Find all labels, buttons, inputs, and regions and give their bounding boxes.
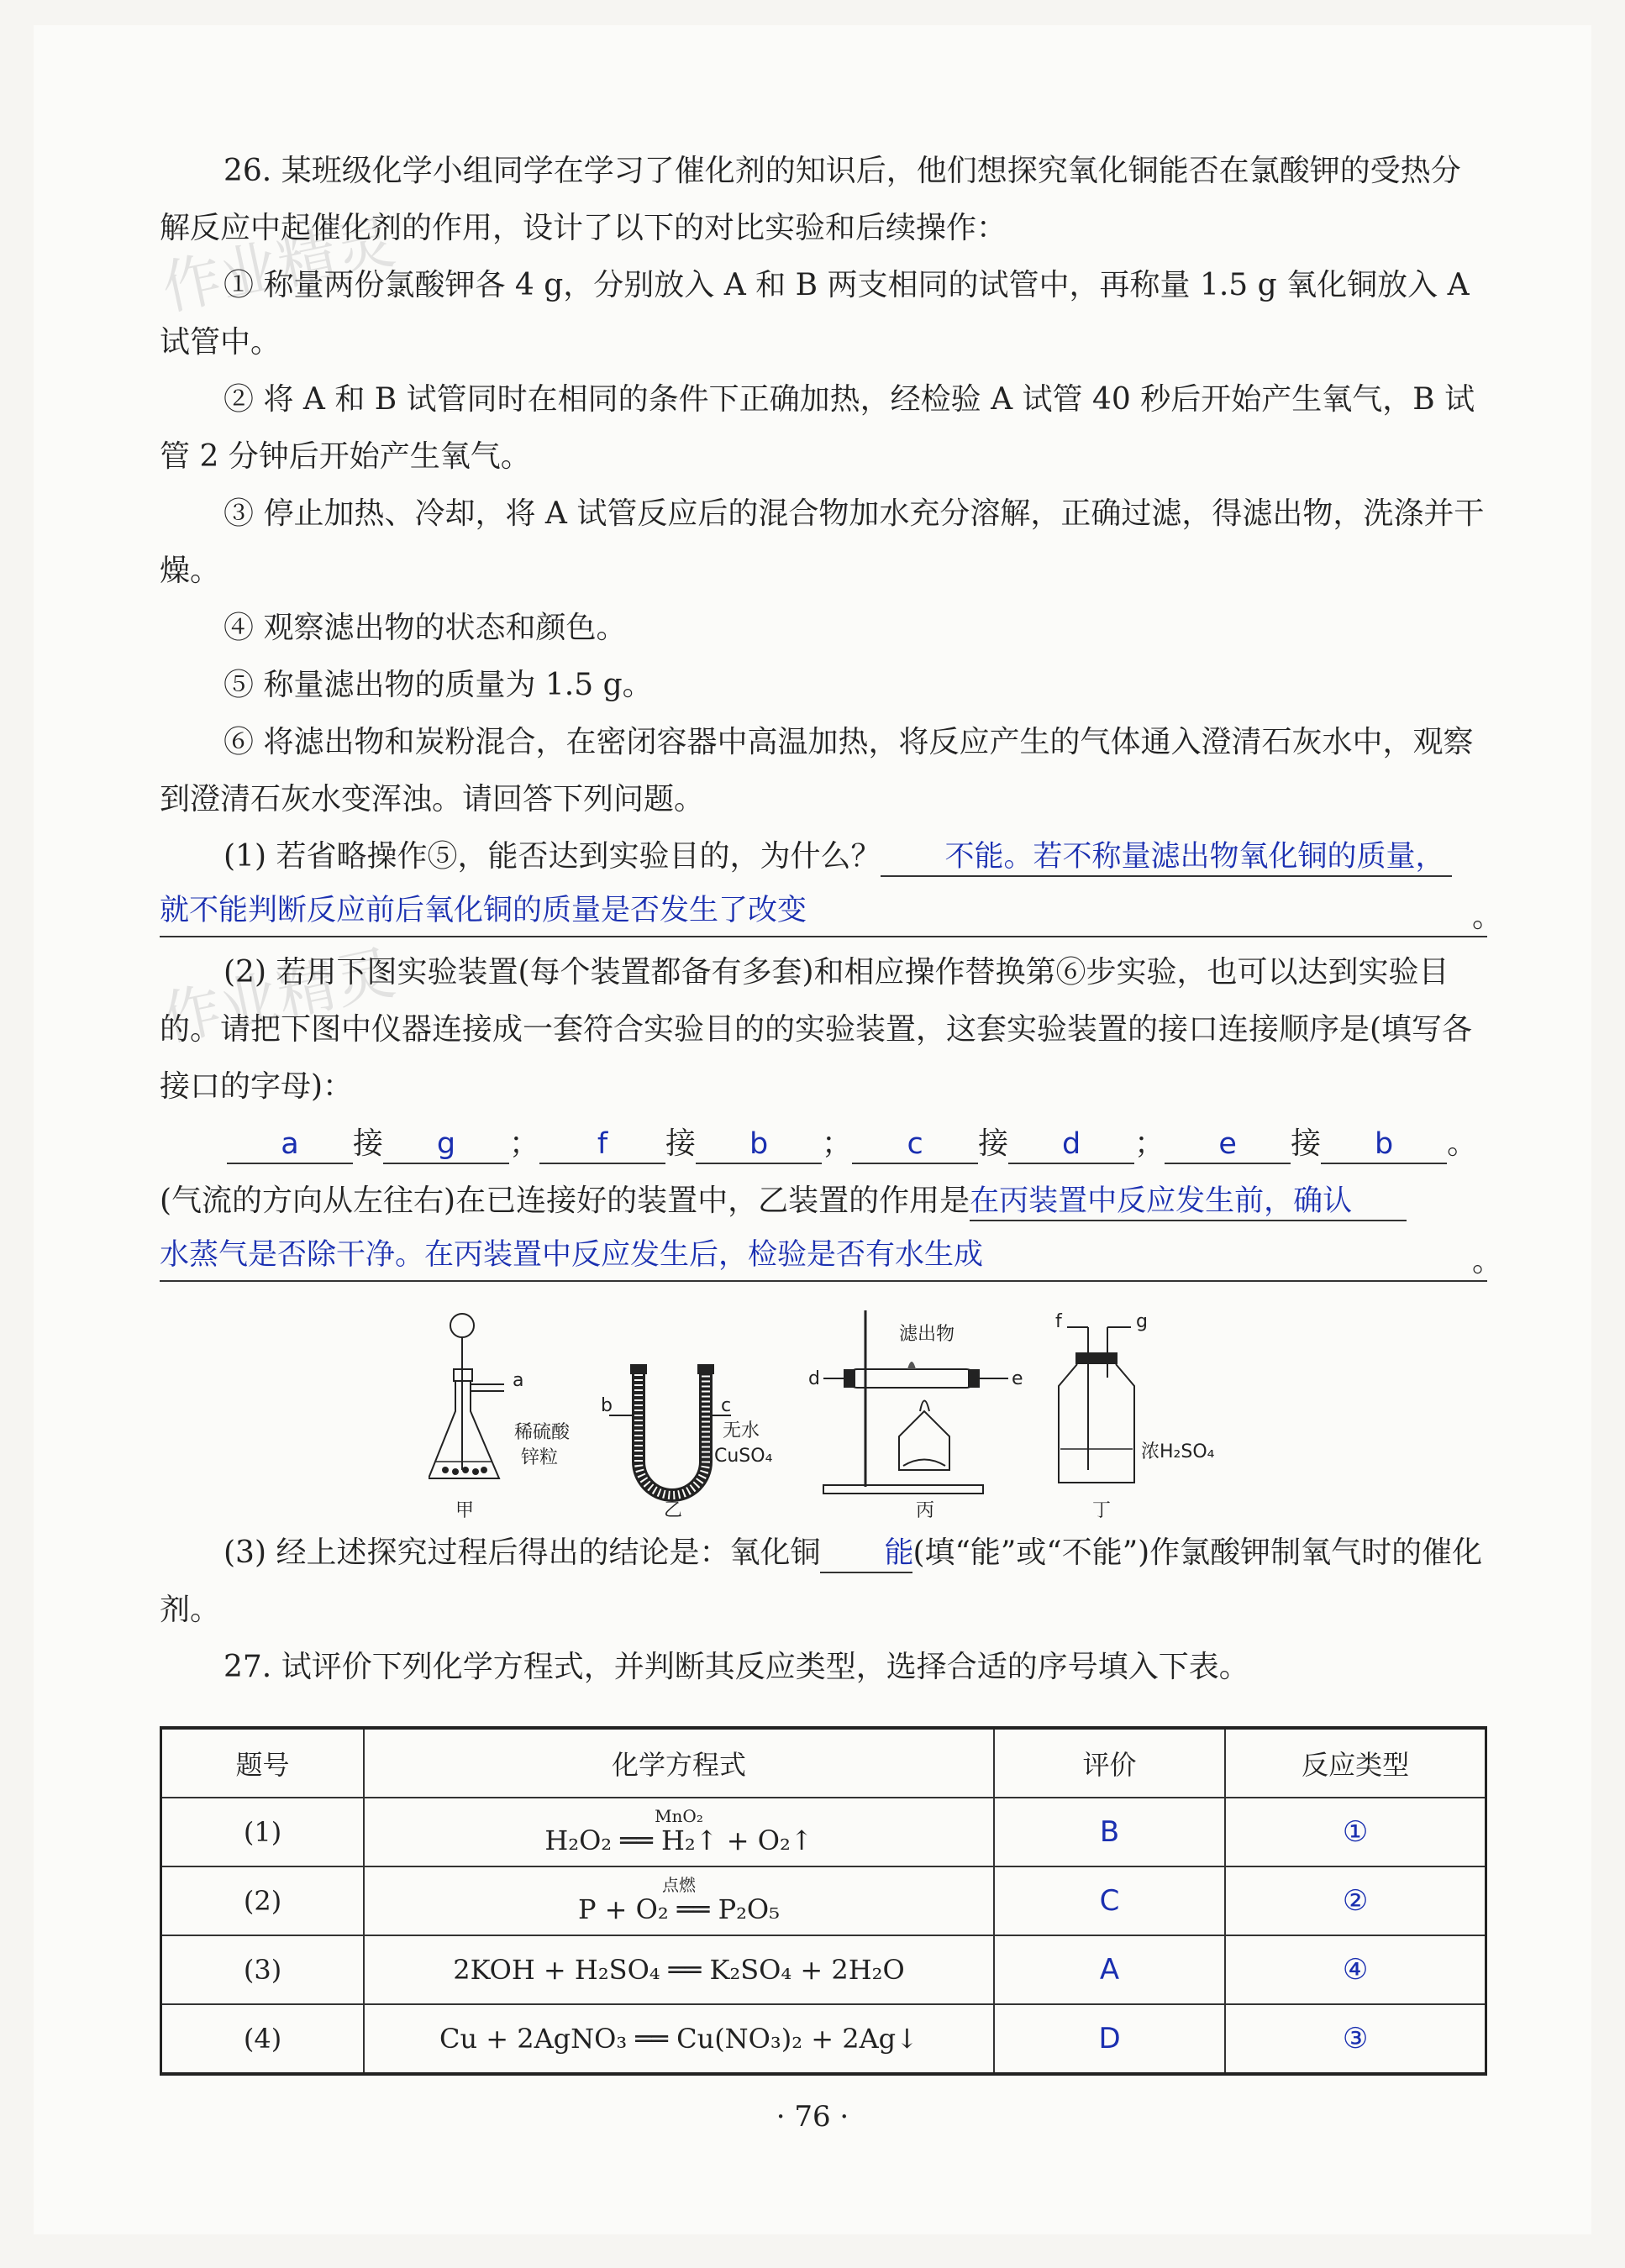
- label-conc-h2so4: 浓H₂SO₄: [1141, 1441, 1215, 1462]
- q26-step4: ④ 观察滤出物的状态和颜色。: [224, 611, 627, 645]
- answer-blank-2a[interactable]: 在丙装置中反应发生前，确认: [970, 1183, 1407, 1221]
- q26-sub2: (2) 若用下图实验装置(每个装置都备有多套)和相应操作替换第⑥步实验，也可以达到实验目的。请把下图中仪器连接成一套符合实验目的的实验装置，这套实验装置的接口连接顺序是(填写各接口的字母)：: [160, 955, 1473, 1104]
- apparatus-figure: [429, 1302, 1218, 1529]
- evaluation-table: [160, 1726, 1487, 2076]
- answer-line-1b[interactable]: [160, 885, 1502, 937]
- eval-cell[interactable]: A: [994, 1935, 1225, 2004]
- label-anhydrous: 无水: [723, 1420, 760, 1441]
- label-d: d: [808, 1368, 820, 1389]
- label-e: e: [1012, 1368, 1023, 1389]
- label-a: a: [513, 1370, 524, 1391]
- table-row: (2) 点燃 P + O₂ ══ P₂O₅ C ②: [161, 1866, 1486, 1935]
- watermark: 作业精灵: [155, 207, 401, 324]
- label-ding: 丁: [1092, 1500, 1112, 1521]
- table-row: (1) MnO₂ H₂O₂ ══ H₂↑ + O₂↑ B ①: [161, 1798, 1486, 1866]
- table-header-row: [161, 1728, 1486, 1798]
- q26-step5: ⑤ 称量滤出物的质量为 1.5 g。: [224, 668, 653, 702]
- blank-conn-2b[interactable]: b: [696, 1126, 822, 1164]
- answer-line-2b[interactable]: [160, 1230, 1502, 1282]
- blank-conn-2a[interactable]: f: [539, 1126, 665, 1164]
- answer-1b: 就不能判断反应前后氧化铜的质量是否发生了改变: [160, 894, 807, 927]
- type-cell[interactable]: ④: [1225, 1935, 1486, 2004]
- blank-conn-1a[interactable]: a: [227, 1126, 353, 1164]
- connection-order: a 接 g ； f 接 b ； c 接 d ； e 接 b 。: [160, 1116, 1487, 1173]
- header-no: 题号: [161, 1728, 365, 1798]
- label-zinc: 锌粒: [521, 1447, 559, 1468]
- q26-step6: ⑥ 将滤出物和炭粉混合，在密闭容器中高温加热，将反应产生的气体通入澄清石灰水中，观察到澄清石灰水变浑浊。请回答下列问题。: [160, 725, 1474, 816]
- page-number: · 76 ·: [776, 2100, 849, 2134]
- blank-conn-3b[interactable]: d: [1008, 1126, 1134, 1164]
- q26-intro: 26. 某班级化学小组同学在学习了催化剂的知识后，他们想探究氧化铜能否在氯酸钾的受热分解反应中起催化剂的作用，设计了以下的对比实验和后续操作：: [160, 154, 1461, 245]
- table-row: (4) Cu + 2AgNO₃ ══ Cu(NO₃)₂ + 2Ag↓ D ③: [161, 2004, 1486, 2074]
- label-dilute-acid: 稀硫酸: [514, 1422, 571, 1443]
- eval-cell[interactable]: C: [994, 1866, 1225, 1935]
- answer-blank-1a[interactable]: 不能。若不称量滤出物氧化铜的质量，: [881, 838, 1452, 877]
- eval-cell[interactable]: B: [994, 1798, 1225, 1866]
- blank-conn-4a[interactable]: e: [1165, 1126, 1291, 1164]
- label-c: c: [721, 1395, 732, 1416]
- q26-sub2b: (气流的方向从左往右)在已连接好的装置中，乙装置的作用是在丙装置中反应发生前，确认: [160, 1173, 1487, 1230]
- answer-blank-3[interactable]: 能: [820, 1535, 912, 1573]
- header-eval: 评价: [994, 1728, 1225, 1798]
- label-yi: 乙: [664, 1500, 683, 1521]
- type-cell[interactable]: ③: [1225, 2004, 1486, 2074]
- type-cell[interactable]: ①: [1225, 1798, 1486, 1866]
- blank-conn-4b[interactable]: b: [1321, 1126, 1447, 1164]
- apparatus-jia: [429, 1314, 571, 1521]
- q26-step2: ② 将 A 和 B 试管同时在相同的条件下正确加热，经检验 A 试管 40 秒后开始产生氧气，B 试管 2 分钟后开始产生氧气。: [160, 382, 1475, 474]
- answer-2b: 水蒸气是否除干净。在丙装置中反应发生后，检验是否有水生成: [160, 1238, 984, 1272]
- q26-sub1: (1) 若省略操作⑤，能否达到实验目的，为什么？ 不能。若不称量滤出物氧化铜的质量，: [160, 828, 1487, 885]
- period: 。: [1471, 1244, 1502, 1278]
- q26-sub3: (3) 经上述探究过程后得出的结论是：氧化铜 能(填“能”或“不能”)作氯酸钾制氧气时的催化剂。: [160, 1536, 1483, 1627]
- q26-part3: [160, 1525, 1487, 1696]
- q27-intro: 27. 试评价下列化学方程式，并判断其反应类型，选择合适的序号填入下表。: [224, 1650, 1249, 1684]
- table-row: (3) 2KOH + H₂SO₄ ══ K₂SO₄ + 2H₂O A ④: [161, 1935, 1486, 2004]
- blank-conn-3a[interactable]: c: [852, 1126, 978, 1164]
- label-f: f: [1055, 1311, 1062, 1332]
- eval-cell[interactable]: D: [994, 2004, 1225, 2074]
- apparatus-bing: [808, 1310, 1023, 1521]
- header-equation: 化学方程式: [364, 1728, 994, 1798]
- q26-step1: ① 称量两份氯酸钾各 4 g，分别放入 A 和 B 两支相同的试管中，再称量 1.5 g 氧化铜放入 A 试管中。: [160, 268, 1470, 360]
- label-cuso4: CuSO₄: [714, 1446, 773, 1467]
- q26-step3: ③ 停止加热、冷却，将 A 试管反应后的混合物加水充分溶解，正确过滤，得滤出物，洗涤并干燥。: [160, 496, 1485, 588]
- label-g: g: [1136, 1311, 1148, 1332]
- apparatus-yi: [601, 1364, 773, 1521]
- label-jia: 甲: [455, 1500, 475, 1521]
- watermark: 作业精灵: [155, 937, 401, 1055]
- label-bing: 丙: [916, 1500, 935, 1521]
- type-cell[interactable]: ②: [1225, 1866, 1486, 1935]
- label-filtrate: 滤出物: [899, 1324, 955, 1345]
- blank-conn-1b[interactable]: g: [383, 1126, 509, 1164]
- header-type: 反应类型: [1225, 1728, 1486, 1798]
- question-26: [160, 143, 1502, 1282]
- label-b: b: [601, 1395, 613, 1416]
- apparatus-ding: [1055, 1311, 1215, 1521]
- period: 。: [1471, 900, 1502, 934]
